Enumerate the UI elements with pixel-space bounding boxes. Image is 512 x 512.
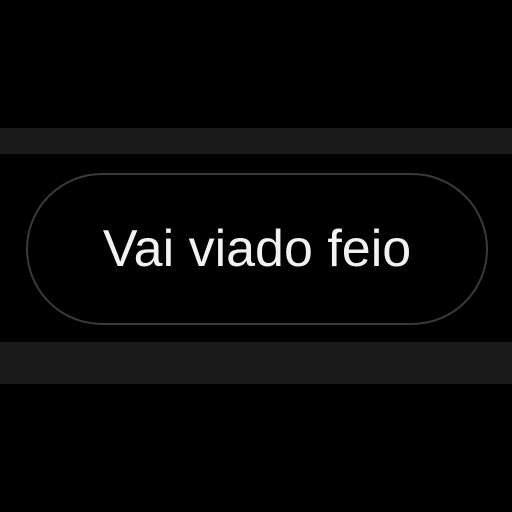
chip-label: Vai viado feio — [102, 220, 412, 278]
quick-reply-chip[interactable] — [26, 173, 488, 325]
